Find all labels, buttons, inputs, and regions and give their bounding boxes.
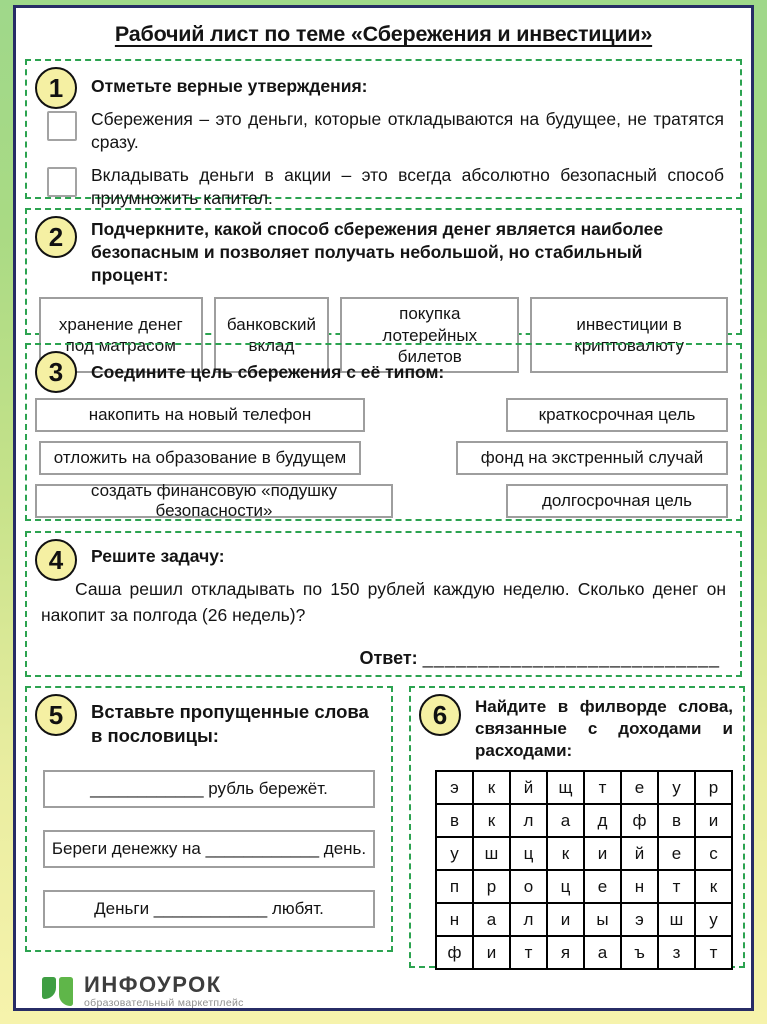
logo-text [84, 971, 244, 1009]
section-6-heading: Найдите в филворде слова, связанные с доходами и расходами: [475, 697, 733, 761]
filword-cell[interactable]: р [473, 870, 510, 903]
type-long-term[interactable]: долгосрочная цель [506, 484, 728, 518]
filword-cell[interactable]: е [584, 870, 621, 903]
type-emergency-fund[interactable]: фонд на экстренный случай [456, 441, 728, 475]
filword-cell[interactable]: н [621, 870, 658, 903]
filword-cell[interactable]: ф [621, 804, 658, 837]
filword-cell[interactable]: у [695, 903, 732, 936]
section-1-number-badge: 1 [35, 67, 77, 109]
filword-cell[interactable]: т [658, 870, 695, 903]
answer-label: Ответ: [359, 648, 418, 669]
section-5-proverbs [25, 686, 393, 952]
page-title: Рабочий лист по теме «Сбережения и инвестиции» [114, 22, 653, 46]
filword-cell[interactable]: а [473, 903, 510, 936]
filword-cell[interactable]: ц [510, 837, 547, 870]
answer-row [39, 648, 728, 669]
proverb-blank-1[interactable]: ____________ рубль бережёт. [43, 770, 375, 808]
statement-text-1: Сбережения – это деньги, которые откладываются на будущее, не тратятся сразу. [91, 108, 724, 152]
bottom-row [22, 686, 745, 968]
section-2-safe-saving-method [25, 208, 742, 366]
option-lottery[interactable]: покупка лотерейных билетов [340, 297, 519, 373]
section-3-heading: Соедините цель сбережения с её типом: [91, 362, 445, 382]
section-6-filword [409, 686, 745, 968]
filword-cell[interactable]: е [658, 837, 695, 870]
filword-cell[interactable]: к [473, 771, 510, 804]
filword-cell[interactable]: э [436, 771, 473, 804]
section-4-heading: Решите задачу: [91, 546, 225, 566]
statement-checkbox-1[interactable] [47, 111, 77, 141]
section-3-match-goals [25, 343, 742, 521]
filword-cell[interactable]: д [584, 804, 621, 837]
filword-cell[interactable]: т [510, 936, 547, 969]
filword-cell[interactable]: ц [547, 870, 584, 903]
option-crypto[interactable]: инвестиции в криптовалюту [530, 297, 728, 373]
filword-cell[interactable]: в [658, 804, 695, 837]
section-2-number-badge: 2 [35, 216, 77, 258]
filword-cell[interactable]: и [473, 936, 510, 969]
match-row [39, 480, 728, 520]
filword-cell[interactable]: щ [547, 771, 584, 804]
section-4-math-problem [25, 531, 742, 677]
problem-text: Саша решил откладывать по 150 рублей каждую неделю. Сколько денег он накопит за полгода (26 недель)? [41, 578, 726, 625]
filword-cell[interactable]: у [436, 837, 473, 870]
filword-cell[interactable]: й [621, 837, 658, 870]
filword-cell[interactable]: ы [584, 903, 621, 936]
filword-cell[interactable]: л [510, 903, 547, 936]
section-5-number-badge: 5 [35, 694, 77, 736]
filword-cell[interactable]: а [584, 936, 621, 969]
filword-cell[interactable]: и [547, 903, 584, 936]
section-3-number-badge: 3 [35, 351, 77, 393]
filword-cell[interactable]: п [436, 870, 473, 903]
filword-cell[interactable]: я [547, 936, 584, 969]
filword-cell[interactable]: к [547, 837, 584, 870]
filword-cell[interactable]: е [621, 771, 658, 804]
option-bank-deposit[interactable]: банковский вклад [214, 297, 330, 373]
filword-cell[interactable]: ш [473, 837, 510, 870]
filword-cell[interactable]: и [695, 804, 732, 837]
answer-blank[interactable]: ___________________________ [422, 648, 720, 669]
goal-safety-cushion[interactable]: создать финансовую «подушку безопасности» [35, 484, 393, 518]
section-4-number-badge: 4 [35, 539, 77, 581]
filword-cell[interactable]: а [547, 804, 584, 837]
filword-cell[interactable]: р [695, 771, 732, 804]
filword-cell[interactable]: ф [436, 936, 473, 969]
filword-cell[interactable]: ъ [621, 936, 658, 969]
filword-cell[interactable]: э [621, 903, 658, 936]
footer [42, 971, 745, 1009]
filword-cell[interactable]: й [510, 771, 547, 804]
infourok-logo-icon [42, 976, 75, 1007]
filword-cell[interactable]: и [584, 837, 621, 870]
goal-new-phone[interactable]: накопить на новый телефон [35, 398, 365, 432]
statement-row [47, 108, 724, 154]
statement-checkbox-2[interactable] [47, 167, 77, 197]
filword-cell[interactable]: с [695, 837, 732, 870]
section-1-true-statements [25, 59, 742, 209]
match-row [39, 441, 728, 475]
filword-cell[interactable]: л [510, 804, 547, 837]
proverb-blank-3[interactable]: Деньги ____________ любят. [43, 890, 375, 928]
section-2-heading: Подчеркните, какой способ сбережения денег является наиболее безопасным и позволяет получать небольшой, но стабильный процент: [91, 219, 664, 285]
filword-cell[interactable]: з [658, 936, 695, 969]
section-6-number-badge: 6 [419, 694, 461, 736]
logo-title: ИНФОУРОК [84, 971, 222, 997]
filword-cell[interactable]: у [658, 771, 695, 804]
statement-text-2: Вкладывать деньги в акции – это всегда абсолютно безопасный способ приумножить капитал. [91, 164, 724, 209]
filword-grid [435, 770, 733, 970]
filword-cell[interactable]: ш [658, 903, 695, 936]
option-mattress[interactable]: хранение денег под матрасом [39, 297, 203, 373]
logo-subtitle: образовательный маркетплейс [84, 996, 244, 1009]
filword-cell[interactable]: к [473, 804, 510, 837]
filword-cell[interactable]: т [695, 936, 732, 969]
type-short-term[interactable]: краткосрочная цель [506, 398, 728, 432]
filword-cell[interactable]: т [584, 771, 621, 804]
filword-cell[interactable]: о [510, 870, 547, 903]
statement-row [47, 164, 724, 210]
filword-cell[interactable]: н [436, 903, 473, 936]
filword-cell[interactable]: в [436, 804, 473, 837]
worksheet-card [13, 5, 754, 1011]
goal-education[interactable]: отложить на образование в будущем [39, 441, 361, 475]
section-1-heading: Отметьте верные утверждения: [91, 76, 368, 96]
match-row [39, 398, 728, 432]
filword-cell[interactable]: к [695, 870, 732, 903]
proverb-blank-2[interactable]: Береги денежку на ____________ день. [43, 830, 375, 868]
section-5-heading: Вставьте пропущенные слова в пословицы: [91, 701, 369, 747]
